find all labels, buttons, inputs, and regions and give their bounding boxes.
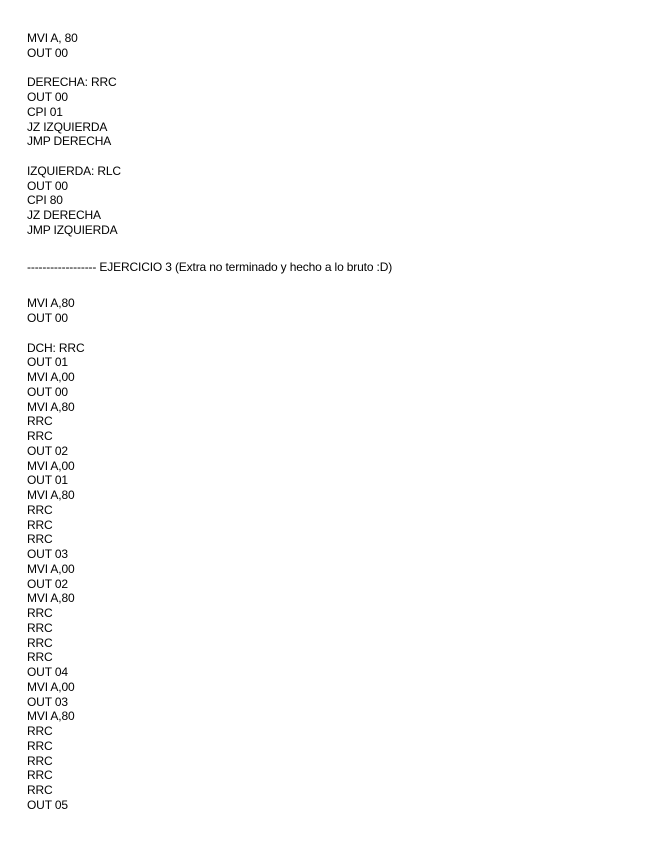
code-line: MVI A,00 <box>27 679 75 694</box>
code-line: MVI A,80 <box>27 488 75 502</box>
code-line: OUT 05 <box>27 797 68 812</box>
code-line: JZ DERECHA <box>27 208 101 222</box>
code-line: DERECHA: RRC <box>27 75 117 90</box>
code-line: RRC <box>27 429 53 443</box>
code-block-dch <box>27 341 637 813</box>
code-line: OUT 04 <box>27 665 68 679</box>
code-line: JZ IZQUIERDA <box>27 119 108 134</box>
code-block-init-ej3 <box>27 296 637 326</box>
code-line: MVI A,00 <box>27 370 75 384</box>
code-line: MVI A,00 <box>27 458 75 473</box>
code-block-izquierda <box>27 164 637 238</box>
code-line: MVI A,00 <box>27 561 75 576</box>
code-line: OUT 03 <box>27 694 68 709</box>
code-line: OUT 00 <box>27 90 68 104</box>
code-line: OUT 02 <box>27 443 68 458</box>
code-line: RRC <box>27 768 53 783</box>
code-line: MVI A, 80 <box>27 31 78 45</box>
code-line: RRC <box>27 724 53 738</box>
code-line: OUT 00 <box>27 178 68 193</box>
blank-line <box>27 274 637 296</box>
code-line: OUT 02 <box>27 576 68 591</box>
code-line: RRC <box>27 517 53 532</box>
section-heading-ejercicio-3: ------------------ EJERCICIO 3 (Extra no terminado y hecho a lo bruto :D) <box>27 259 393 274</box>
blank-line <box>27 326 637 341</box>
code-line: MVI A,80 <box>27 399 75 414</box>
code-line: JMP DERECHA <box>27 134 112 149</box>
code-line: DCH: RRC <box>27 340 85 355</box>
code-line: JMP IZQUIERDA <box>27 222 118 237</box>
code-line: MVI A,80 <box>27 296 75 311</box>
code-line: OUT 01 <box>27 355 68 370</box>
code-block-derecha <box>27 75 637 149</box>
code-block-init <box>27 31 637 61</box>
code-line: RRC <box>27 650 53 665</box>
code-line: RRC <box>27 738 53 753</box>
code-line: OUT 00 <box>27 45 68 60</box>
code-line: OUT 00 <box>27 384 68 399</box>
code-line: MVI A,80 <box>27 591 75 606</box>
blank-line <box>27 61 637 76</box>
code-line: RRC <box>27 606 53 620</box>
blank-line <box>27 149 637 164</box>
code-line: MVI A,80 <box>27 709 75 724</box>
code-line: RRC <box>27 414 53 429</box>
code-line: RRC <box>27 502 53 517</box>
code-line: RRC <box>27 620 53 635</box>
code-line: CPI 01 <box>27 104 63 119</box>
code-line: RRC <box>27 532 53 547</box>
code-line: CPI 80 <box>27 193 63 208</box>
code-line: OUT 00 <box>27 311 68 325</box>
code-line: OUT 01 <box>27 473 68 488</box>
document-page <box>27 31 637 813</box>
code-line: RRC <box>27 635 53 650</box>
code-line: OUT 03 <box>27 547 68 561</box>
blank-line <box>27 238 637 260</box>
code-line: IZQUIERDA: RLC <box>27 163 121 178</box>
code-line: RRC <box>27 753 53 768</box>
code-line: RRC <box>27 783 53 797</box>
